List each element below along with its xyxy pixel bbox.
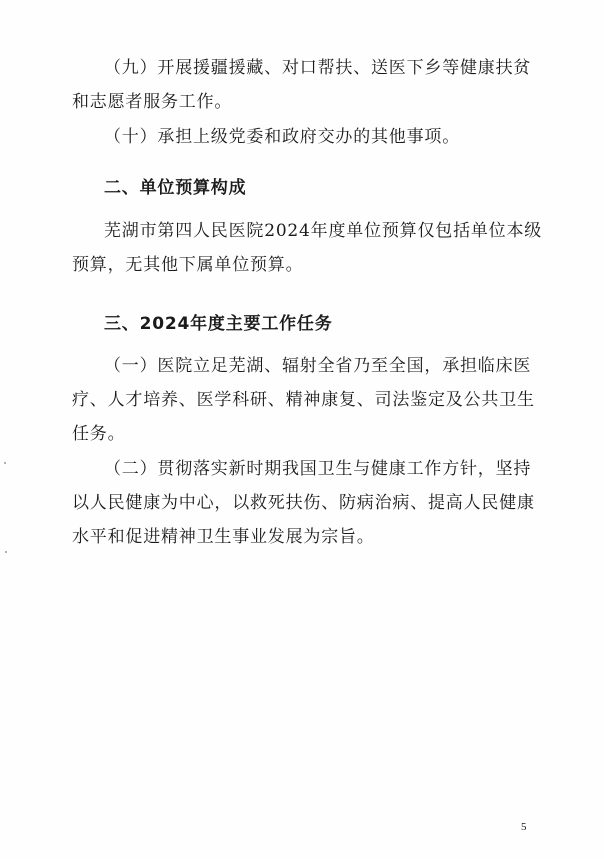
page-number: 5 (521, 821, 527, 833)
task-1-line-1: （一）医院立足芜湖、辐射全省乃至全国，承担临床医 (104, 356, 532, 376)
section-2-line-2: 预算，无其他下属单位预算。 (72, 255, 304, 275)
section-3-heading: 三、2024年度主要工作任务 (104, 314, 333, 334)
scan-speck (5, 551, 7, 553)
item-9-line-2: 和志愿者服务工作。 (72, 92, 233, 112)
task-2-line-1: （二）贯彻落实新时期我国卫生与健康工作方针，坚持 (104, 459, 532, 479)
scan-speck (4, 462, 6, 464)
task-1-line-3: 任务。 (72, 424, 126, 444)
task-1-line-2: 疗、人才培养、医学科研、精神康复、司法鉴定及公共卫生 (72, 390, 535, 410)
task-2-line-2: 以人民健康为中心，以救死扶伤、防病治病、提高人民健康 (72, 493, 535, 513)
item-9-line-1: （九）开展援疆援藏、对口帮扶、送医下乡等健康扶贫 (104, 58, 532, 78)
section-2-heading: 二、单位预算构成 (104, 178, 247, 198)
section-2-line-1: 芜湖市第四人民医院2024年度单位预算仅包括单位本级 (104, 221, 543, 241)
task-2-line-3: 水平和促进精神卫生事业发展为宗旨。 (72, 527, 375, 547)
item-10-line-1: （十）承担上级党委和政府交办的其他事项。 (104, 127, 460, 147)
